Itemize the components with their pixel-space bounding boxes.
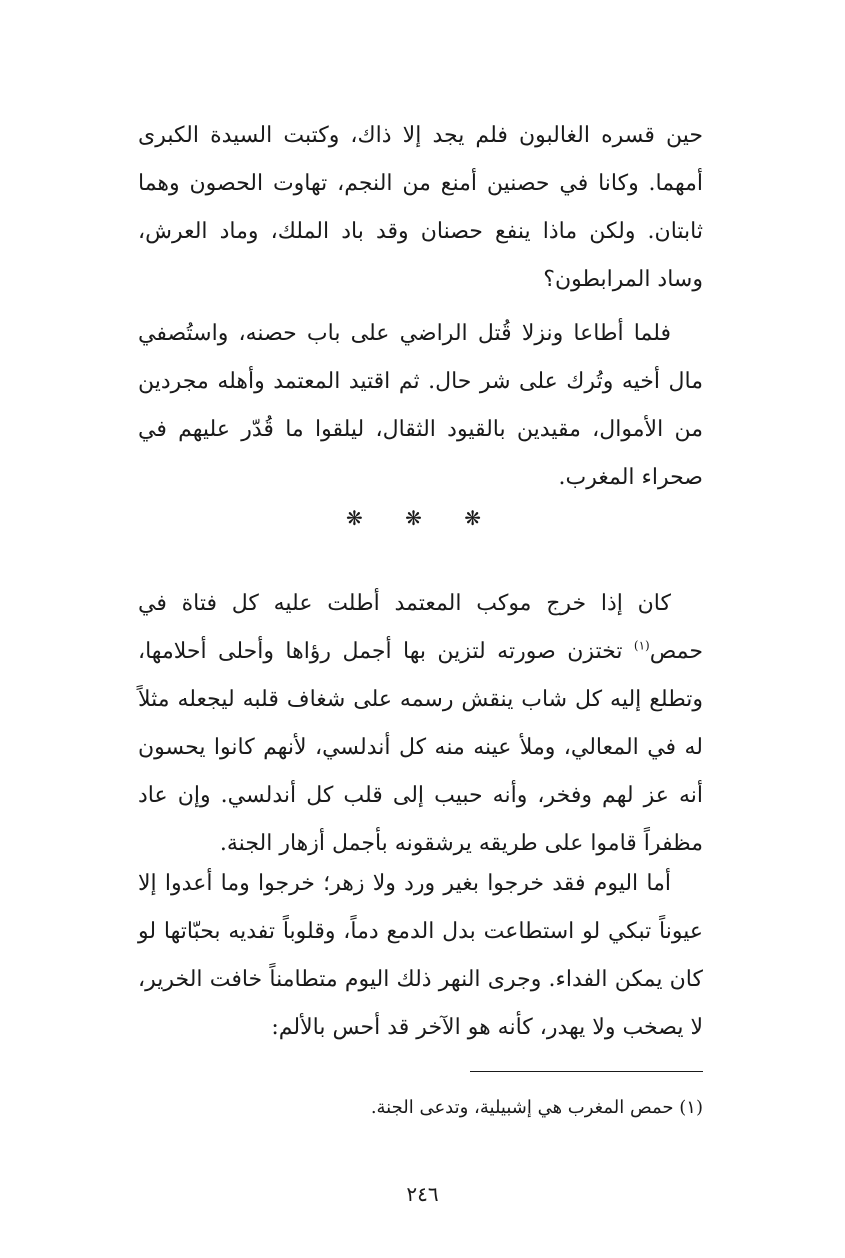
paragraph-1-text: حين قسره الغالبون فلم يجد إلا ذاك، وكتبت السيدة الكبرى أمهما. وكانا في حصنين أمنع من النجم، تهاوت الحصون وهما ثابتان. ولكن ماذا ينفع حصنان وقد باد الملك، وماد العرش، وساد المرابطون؟	[138, 123, 703, 292]
section-separator: ❋ ❋ ❋	[346, 506, 499, 530]
footnote: (١) حمص المغرب هي إشبيلية، وتدعى الجنة.	[370, 1097, 703, 1118]
paragraph-3-text	[138, 580, 703, 868]
paragraph-2	[138, 310, 703, 502]
paragraph-4-text: أما اليوم فقد خرجوا بغير ورد ولا زهر؛ خرجوا وما أعدوا إلا عيوناً تبكي لو استطاعت بدل الدمع دماً، وقلوباً تفديه بحبّاتها لو كان يمكن الفداء. وجرى النهر ذلك اليوم متطامناً خافت الخرير، لا يصخب ولا يهدر، كأنه هو الآخر قد أحس بالألم:	[138, 871, 703, 1040]
page-number: ٢٤٦	[406, 1182, 439, 1206]
paragraph-2-text: فلما أطاعا ونزلا قُتل الراضي على باب حصنه، واستُصفي مال أخيه وتُرك على شر حال. ثم اقتيد المعتمد وأهله مجردين من الأموال، مقيدين بالقيود الثقال، ليلقوا ما قُدّر عليهم في صحراء المغرب.	[138, 321, 703, 490]
paragraph-4	[138, 860, 703, 1052]
paragraph-3	[138, 580, 703, 868]
paragraph-3-part-2: تختزن صورته لتزين بها أجمل رؤاها وأحلى أحلامها، وتطلع إليه كل شاب ينقش رسمه على شغاف قلبه ليجعله مثلاً له في المعالي، وملأ عينه منه كل أندلسي، لأنهم كانوا يحسون أنه عز لهم وفخر، وأنه حبيب إلى قلب كل أندلسي. وإن عاد مظفراً قاموا على طريقه يرشقونه بأجمل أزهار الجنة.	[138, 639, 703, 856]
paragraph-3-part-1: كان إذا خرج موكب المعتمد أطلت عليه كل فتاة في حمص	[138, 591, 703, 664]
footnote-marker[interactable]: (١)	[633, 638, 650, 653]
paragraph-1	[138, 112, 703, 304]
footnote-divider	[470, 1071, 703, 1072]
